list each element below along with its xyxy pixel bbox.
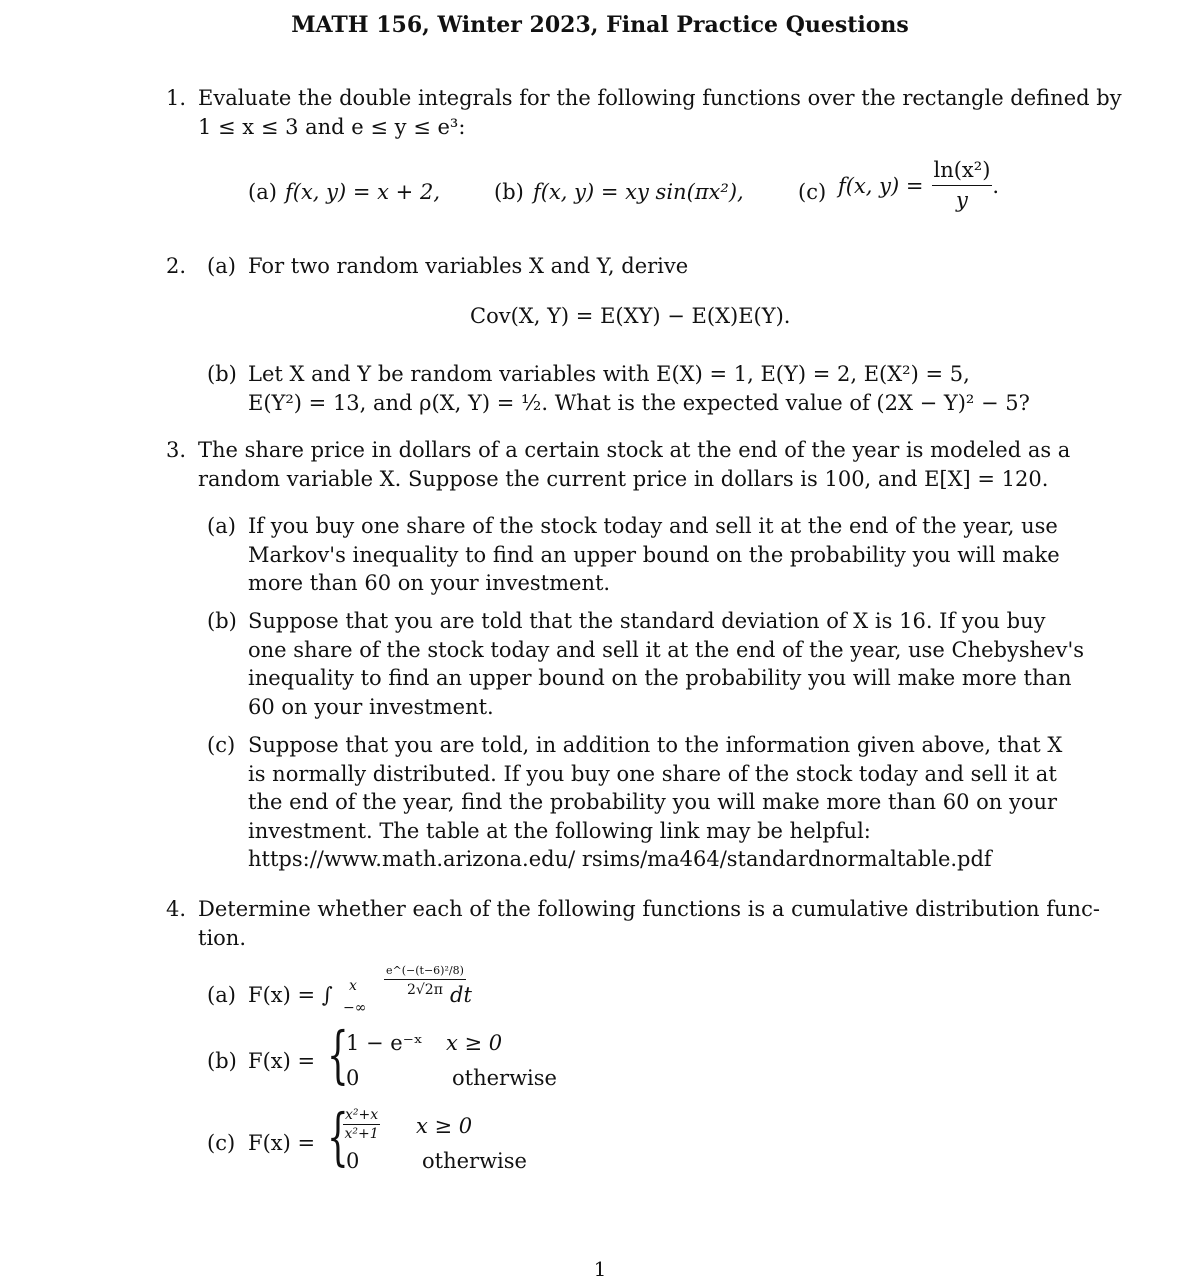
text-line: Markov's inequality to find an upper bound on the probability you will make [248,542,1060,567]
text-line: Let X and Y be random variables with E(X) = 1, E(Y) = 2, E(X²) = 5, [248,362,970,386]
subpart-label: (b) [494,180,524,204]
question-number: 2. [166,254,187,278]
text-line: is normally distributed. If you buy one share of the stock today and sell it at [248,761,1057,786]
question-text [248,731,1062,874]
question-text [198,895,1100,952]
function-expression [533,180,744,204]
case-condition: x ≥ 0 [446,1031,503,1055]
case-value: 0 [346,1149,360,1173]
subpart-label: (a) [207,254,236,278]
numerator: ln(x²) [932,160,993,186]
text-line: the end of the year, find the probability you will make more than 60 on your [248,790,1058,814]
text-line: 60 on your investment. [248,694,494,719]
text-line: Suppose that you are told, in addition to the information given above, that X [248,733,1063,757]
denominator: x²+1 [344,1126,379,1142]
text-line: investment. The table at the following link may be helpful: [248,818,871,843]
left-brace: { [327,1100,349,1173]
question-text [198,84,1122,141]
question-text [248,512,1060,598]
text-line: 1 ≤ x ≤ 3 and e ≤ y ≤ e³: [198,114,466,139]
case-condition: x ≥ 0 [416,1114,473,1138]
text-line: random variable X. Suppose the current price in dollars is 100, and E[X] = 120. [198,466,1049,491]
case-condition: otherwise [422,1149,527,1173]
function-expression [838,160,999,211]
text-line: The share price in dollars of a certain stock at the end of the year is modeled as a [198,438,1071,462]
text-line: Evaluate the double integrals for the following functions over the rectangle defined by [198,86,1122,110]
math-expr: f(x, y) = x + 2, [285,180,440,204]
question-text [248,360,1030,417]
denominator: y [956,188,968,212]
subpart-label: (a) [207,514,236,538]
integral-lower-limit: −∞ [343,1000,367,1016]
punctuation: . [992,173,1000,198]
text-line: Suppose that you are told that the standard deviation of X is 16. If you buy [248,609,1046,633]
question-text [198,436,1070,493]
text-line: Determine whether each of the following functions is a cumulative distribution func- [198,897,1100,921]
subpart-label: (a) [248,180,277,204]
text-line: inequality to find an upper bound on the probability you will make more than [248,666,1072,690]
integral-upper-limit: x [349,978,357,994]
function-expression [285,180,440,204]
question-number: 1. [166,86,187,110]
math-expr: f(x, y) = [838,173,924,198]
question-text: For two random variables X and Y, derive [248,254,689,278]
text-line: E(Y²) = 13, and ρ(X, Y) = ½. What is the expected value of (2X − Y)² − 5? [248,390,1030,415]
case-value: 0 [346,1066,360,1090]
subpart-label: (b) [207,362,237,386]
fraction [932,160,993,211]
math-expr: F(x) = [248,1131,316,1155]
subpart-label: (b) [207,1049,237,1073]
numerator: x²+x [345,1107,379,1123]
math-expr: dt [450,983,472,1007]
text-line: tion. [198,925,246,950]
subpart-label: (c) [798,180,827,204]
question-text [248,607,1084,721]
numerator: e^(−(t−6)²/8) [384,965,466,980]
subpart-label: (c) [207,733,236,757]
page-title: MATH 156, Winter 2023, Final Practice Questions [291,12,909,38]
left-brace: { [327,1018,349,1091]
math-expr: f(x, y) = xy sin(πx²), [533,180,744,204]
subpart-label: (b) [207,609,237,633]
display-formula: Cov(X, Y) = E(XY) − E(X)E(Y). [470,304,791,328]
text-line: one share of the stock today and sell it at the end of the year, use Chebyshev's [248,637,1085,662]
page-number: 1 [593,1257,607,1281]
math-expr: F(x) = [248,1049,316,1073]
text-line: If you buy one share of the stock today and sell it at the end of the year, use [248,514,1058,538]
denominator: 2√2π [406,982,443,998]
fraction [343,1108,380,1141]
question-number: 4. [166,897,187,921]
case-condition: otherwise [452,1066,557,1090]
text-line: more than 60 on your investment. [248,571,611,595]
link-text[interactable]: https://www.math.arizona.edu/ rsims/ma464/standardnormaltable.pdf [248,847,992,871]
math-expr: F(x) = ∫ [248,983,333,1007]
case-value: 1 − e⁻ˣ [346,1031,423,1055]
subpart-label: (c) [207,1131,236,1155]
question-number: 3. [166,438,187,462]
subpart-label: (a) [207,983,236,1007]
